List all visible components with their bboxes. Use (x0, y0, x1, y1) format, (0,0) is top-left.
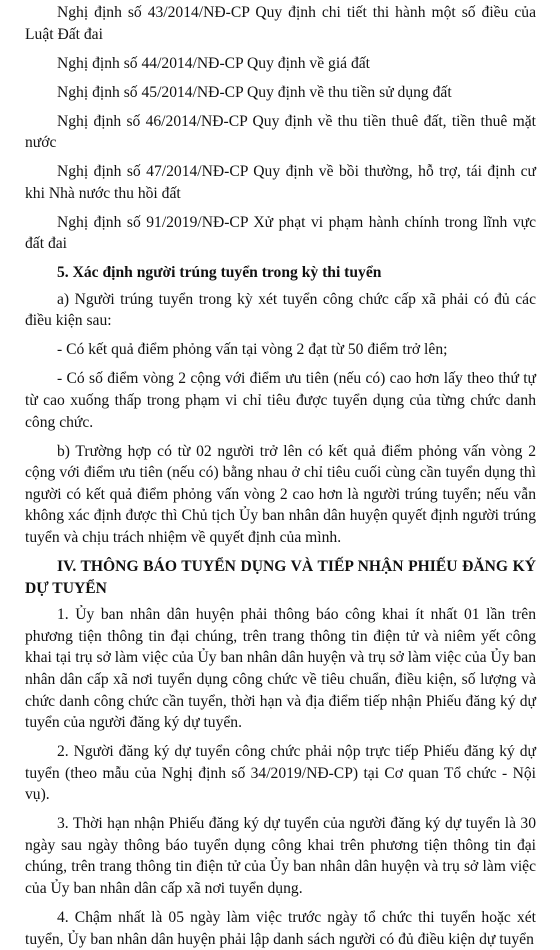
paragraph-item-a: a) Người trúng tuyển trong kỳ xét tuyển công chức cấp xã phải có đủ các điều kiện sau: (25, 290, 536, 330)
section-heading-5: 5. Xác định người trúng tuyển trong kỳ thi tuyển (57, 264, 382, 282)
paragraph-bullet-2: - Có số điểm vòng 2 cộng với điểm ưu tiên (nếu có) cao hơn lấy theo thứ tự từ cao xuống thấp trong phạm vi chỉ tiêu được tuyển dụng của từng chức danh công chức. (25, 370, 536, 431)
paragraph-point-1: 1. Ủy ban nhân dân huyện phải thông báo công khai ít nhất 01 lần trên phương tiện thông tin đại chúng, trên trang thông tin điện tử và niêm yết công khai tại trụ sở làm việc của Ủy ban nhân dân huyện và trụ sở làm việc của Ủy ban nhân dân cấp xã nơi tuyển dụng công chức về tiêu chuẩn, điều kiện, số lượng và chức danh công chức cần tuyển, thời hạn và địa điểm tiếp nhận Phiếu đăng ký dự tuyển của người đăng ký dự tuyển. (25, 606, 536, 732)
paragraph-decree-91: Nghị định số 91/2019/NĐ-CP Xử phạt vi phạm hành chính trong lĩnh vực đất đai (25, 213, 536, 253)
paragraph-point-4: 4. Chậm nhất là 05 ngày làm việc trước ngày tổ chức thi tuyển hoặc xét tuyển, Ủy ban nhân dân huyện phải lập danh sách người có đủ điều kiện dự tuyển (25, 909, 536, 948)
paragraph-decree-46: Nghị định số 46/2014/NĐ-CP Quy định về thu tiền thuê đất, tiền thuê mặt nước (25, 112, 536, 152)
paragraph-decree-43: Nghị định số 43/2014/NĐ-CP Quy định chi tiết thi hành một số điều của Luật Đất đai (25, 4, 536, 43)
paragraph-decree-47: Nghị định số 47/2014/NĐ-CP Quy định về bồi thường, hỗ trợ, tái định cư khi Nhà nước thu hồi đất (25, 163, 536, 202)
paragraph-item-b: b) Trường hợp có từ 02 người trở lên có kết quả điểm phỏng vấn vòng 2 cộng với điểm ưu tiên (nếu có) bằng nhau ở chỉ tiêu cuối cùng cần tuyển dụng thì người có kết quả điểm phỏng vấn vòng 2 cao hơn là người trúng tuyển; nếu vẫn không xác định được thì Chủ tịch Ủy ban nhân dân huyện quyết định người trúng tuyển và chịu trách nhiệm về quyết định của mình. (25, 442, 536, 546)
paragraph-point-2: 2. Người đăng ký dự tuyển công chức phải nộp trực tiếp Phiếu đăng ký dự tuyển (theo mẫu của Nghị định số 34/2019/NĐ-CP) tại Cơ quan Tổ chức - Nội vụ). (25, 743, 536, 804)
paragraph-bullet-1: - Có kết quả điểm phỏng vấn tại vòng 2 đạt từ 50 điểm trở lên; (57, 341, 448, 359)
section-heading-iv: IV. THÔNG BÁO TUYỂN DỤNG VÀ TIẾP NHẬN PHIẾU ĐĂNG KÝ DỰ TUYỂN (25, 557, 536, 597)
paragraph-decree-44: Nghị định số 44/2014/NĐ-CP Quy định về giá đất (57, 54, 371, 72)
paragraph-decree-45: Nghị định số 45/2014/NĐ-CP Quy định về thu tiền sử dụng đất (57, 83, 452, 101)
paragraph-point-3: 3. Thời hạn nhận Phiếu đăng ký dự tuyển của người đăng ký dự tuyển là 30 ngày sau ngày thông báo tuyển dụng công khai trên phương tiện thông tin đại chúng, trên trang thông tin điện tử của Ủy ban nhân dân huyện và trụ sở làm việc của Ủy ban nhân dân cấp xã nơi tuyển dụng. (25, 815, 536, 898)
